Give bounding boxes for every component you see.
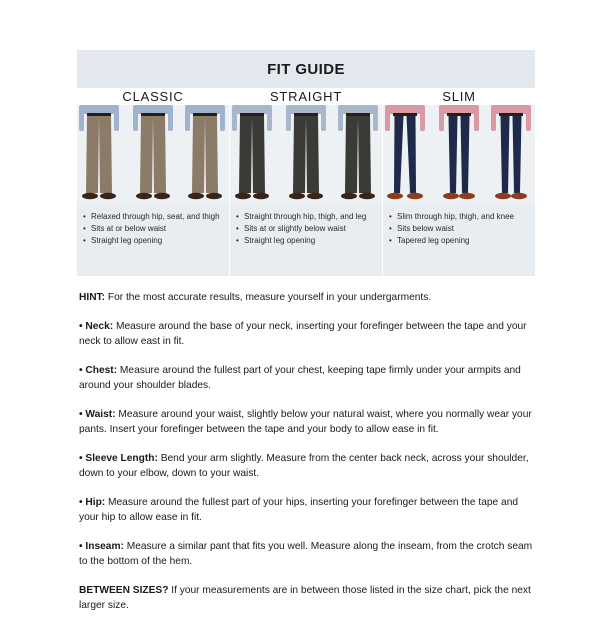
neck-paragraph: • Neck: Measure around the base of your neck, inserting your forefinger between the tape and your neck to allow east in fit. [79,321,527,347]
figure [79,105,119,199]
fit-photo-slim [383,105,535,205]
chest-paragraph: • Chest: Measure around the fullest part of your chest, keeping tape firmly under your armpits and around your shoulder blades. [79,365,521,391]
fit-bullets [383,205,535,276]
figure-illustration [230,105,382,205]
fit-bullets [230,205,382,276]
fit-bullet: • Relaxed through hip, seat, and thigh [83,212,220,221]
figure [491,105,531,199]
between-sizes-paragraph: BETWEEN SIZES? If your measurements are in between those listed in the size chart, pick the next larger size. [79,585,531,611]
inseam-paragraph: • Inseam: Measure a similar pant that fits you well. Measure along the inseam, from the crotch seam to the bottom of the hem. [79,541,533,567]
fit-column-straight [230,89,382,276]
fit-bullets [77,205,229,276]
figure [133,105,173,199]
fit-guide [77,50,535,276]
fit-column-label: CLASSIC [77,89,229,105]
sleeve-length-paragraph: • Sleeve Length: Bend your arm slightly. Measure from the center back neck, across your shoulder, down to your elbow, down to your waist. [79,453,529,479]
figure [439,105,479,199]
figure-illustration [383,105,535,205]
fit-column-label: STRAIGHT [230,89,382,105]
hip-paragraph: • Hip: Measure around the fullest part of your hips, inserting your forefinger between the tape and your hip to allow ease in fit. [79,497,519,523]
fit-bullet: • Sits below waist [389,224,454,233]
fit-bullet: • Tapered leg opening [389,236,470,245]
figure [385,105,425,199]
fit-bullet: • Straight leg opening [236,236,316,245]
fit-bullet: • Slim through hip, thigh, and knee [389,212,514,221]
fit-column-label: SLIM [383,89,535,105]
fit-bullet: • Straight leg opening [83,236,163,245]
figure [338,105,378,199]
fit-photo-straight [230,105,382,205]
fit-column-classic [77,89,229,276]
fit-guide-title: FIT GUIDE [267,60,345,78]
waist-paragraph: • Waist: Measure around your waist, slightly below your natural waist, where you normally wear your pants. Insert your forefinger between the tape and your body to allow ease in fit. [79,409,532,435]
fit-bullet: • Straight through hip, thigh, and leg [236,212,367,221]
fit-guide-header [77,50,535,88]
fit-bullet: • Sits at or slightly below waist [236,224,346,233]
figure [232,105,272,199]
figure-illustration [77,105,229,205]
figure [185,105,225,199]
fit-photo-classic [77,105,229,205]
measurement-hints [79,290,539,627]
fit-column-slim [383,89,535,276]
hint-paragraph: HINT: For the most accurate results, measure yourself in your undergarments. [79,292,432,303]
fit-bullet: • Sits at or below waist [83,224,167,233]
figure [286,105,326,199]
